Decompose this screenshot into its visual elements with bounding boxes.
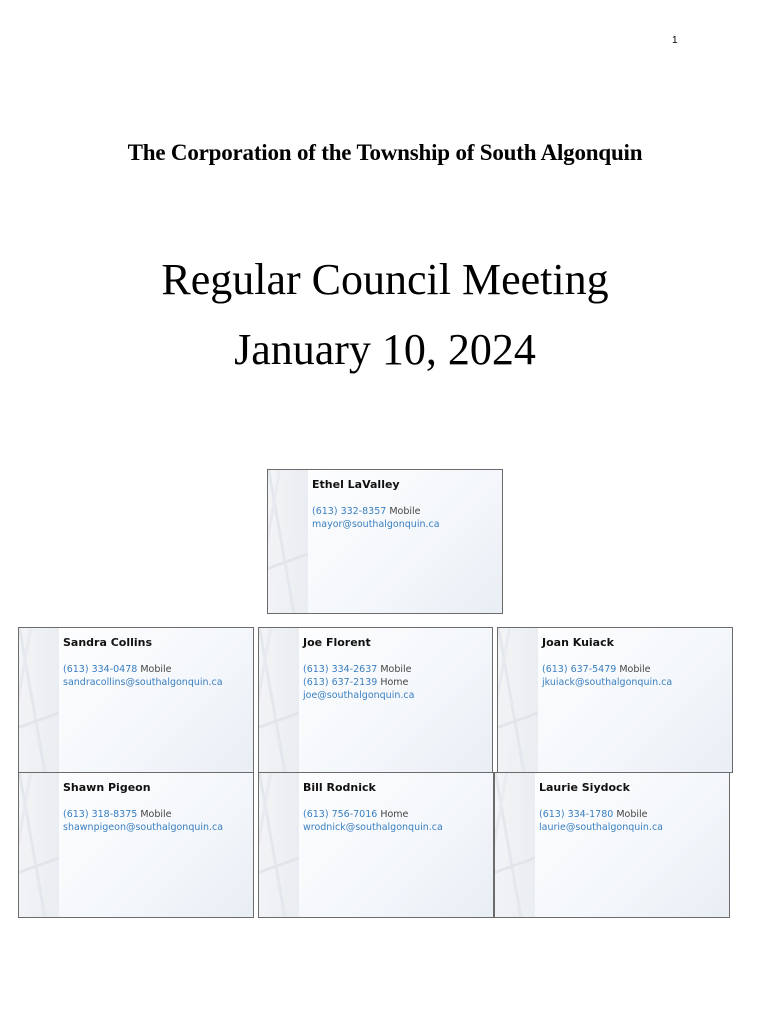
card-decoration <box>19 773 59 917</box>
contact-card-ethel-lavalley <box>267 469 503 614</box>
contact-details <box>303 808 443 834</box>
phone-type: Home <box>380 809 409 820</box>
contact-card-joe-florent <box>258 627 493 773</box>
contact-card-bill-rodnick <box>258 772 494 918</box>
card-decoration <box>498 628 538 772</box>
phone-number: (613) 334-2637 <box>303 664 378 675</box>
meeting-date: January 10, 2024 <box>234 325 536 374</box>
contact-name: Shawn Pigeon <box>63 781 151 794</box>
phone-type: Mobile <box>619 664 651 675</box>
phone-type: Home <box>380 677 409 688</box>
phone-line <box>63 808 223 821</box>
meeting-title: Regular Council Meeting <box>161 255 609 304</box>
card-decoration <box>268 470 308 613</box>
contact-card-shawn-pigeon <box>18 772 254 918</box>
phone-type: Mobile <box>140 809 172 820</box>
phone-type: Mobile <box>616 809 648 820</box>
contact-details <box>542 663 672 689</box>
phone-line <box>542 663 672 676</box>
phone-number: (613) 334-0478 <box>63 664 138 675</box>
phone-line <box>539 808 663 821</box>
phone-line <box>312 505 440 518</box>
card-decoration <box>259 628 299 772</box>
phone-line <box>303 676 414 689</box>
contact-details <box>63 808 223 834</box>
contact-name: Joan Kuiack <box>542 636 614 649</box>
organization-title: The Corporation of the Township of South Algonquin <box>127 140 643 165</box>
contact-name: Laurie Siydock <box>539 781 630 794</box>
contact-card-sandra-collins <box>18 627 254 773</box>
email-link[interactable]: mayor@southalgonquin.ca <box>312 519 440 530</box>
contact-details <box>312 505 440 531</box>
contact-name: Bill Rodnick <box>303 781 376 794</box>
email-link[interactable]: shawnpigeon@southalgonquin.ca <box>63 822 224 833</box>
contact-name: Joe Florent <box>303 636 371 649</box>
phone-type: Mobile <box>389 506 421 517</box>
phone-type: Mobile <box>140 664 172 675</box>
phone-line <box>303 808 443 821</box>
contact-details <box>63 663 223 689</box>
contact-card-laurie-siydock <box>494 772 730 918</box>
phone-type: Mobile <box>380 664 412 675</box>
contact-name: Sandra Collins <box>63 636 153 649</box>
card-decoration <box>495 773 535 917</box>
phone-number: (613) 332-8357 <box>312 506 387 517</box>
email-link[interactable]: sandracollins@southalgonquin.ca <box>63 677 223 688</box>
phone-number: (613) 637-2139 <box>303 677 378 688</box>
contact-details <box>539 808 663 834</box>
phone-number: (613) 334-1780 <box>539 809 614 820</box>
card-decoration <box>259 773 299 917</box>
card-decoration <box>19 628 59 772</box>
phone-number: (613) 637-5479 <box>542 664 617 675</box>
email-link[interactable]: jkuiack@southalgonquin.ca <box>542 677 673 688</box>
phone-number: (613) 318-8375 <box>63 809 138 820</box>
contact-card-joan-kuiack <box>497 627 733 773</box>
phone-line <box>63 663 223 676</box>
email-link[interactable]: joe@southalgonquin.ca <box>303 690 415 701</box>
phone-number: (613) 756-7016 <box>303 809 378 820</box>
contact-name: Ethel LaValley <box>312 478 400 491</box>
contact-details <box>303 663 414 702</box>
email-link[interactable]: wrodnick@southalgonquin.ca <box>303 822 443 833</box>
email-link[interactable]: laurie@southalgonquin.ca <box>539 822 664 833</box>
phone-line <box>303 663 414 676</box>
page-number: 1 <box>672 35 678 46</box>
